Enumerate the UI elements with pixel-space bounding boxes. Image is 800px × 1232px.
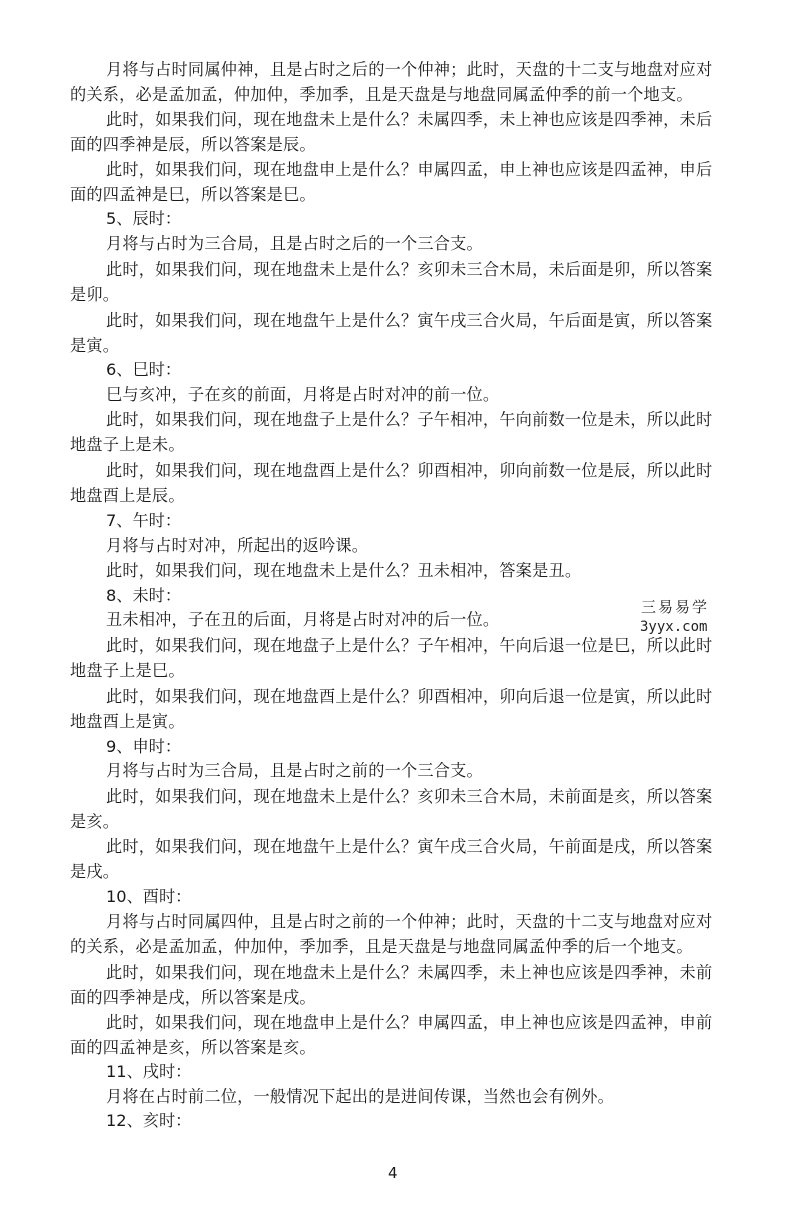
watermark-text: 三易易学: [641, 598, 710, 616]
text-line: 此时，如果我们问，现在地盘申上是什么？申属四孟，申上神也应该是四孟神，申前: [106, 1013, 713, 1032]
paragraph: [70, 758, 720, 783]
paragraph: [70, 784, 720, 834]
text-line: 面的四季神是辰，所以答案是辰。: [70, 135, 316, 154]
paragraph: [70, 834, 720, 884]
text-line: 此时，如果我们问，现在地盘子上是什么？子午相冲，午向后退一位是巳，所以此时: [106, 636, 713, 655]
watermark-url: 3yyx.com: [640, 619, 708, 635]
paragraph: [70, 308, 720, 358]
text-line: 的关系，必是孟加孟，仲加仲，季加季，且是天盘是与地盘同属孟仲季的后一个地支。: [70, 937, 693, 956]
text-line: 月将与占时对冲，所起出的返吟课。: [106, 536, 369, 555]
text-line: 此时，如果我们问，现在地盘午上是什么？寅午戌三合火局，午前面是戌，所以答案: [106, 837, 713, 856]
text-line: 面的四孟神是巳，所以答案是巳。: [70, 185, 316, 204]
paragraph: [70, 1010, 720, 1060]
text-line: 月将与占时同属仲神，且是占时之后的一个仲神；此时，天盘的十二支与地盘对应对: [106, 60, 713, 79]
paragraph: [70, 960, 720, 1010]
paragraph: [70, 257, 720, 307]
text-line: 面的四季神是戌，所以答案是戌。: [70, 988, 316, 1007]
text-line: 月将与占时同属四仲，且是占时之前的一个仲神；此时，天盘的十二支与地盘对应对: [106, 912, 713, 931]
paragraph: [70, 633, 720, 683]
paragraph: [70, 407, 720, 457]
text-line: 月将在占时前二位，一般情况下起出的是进间传课，当然也会有例外。: [106, 1087, 615, 1106]
page-number: 4: [388, 1164, 398, 1182]
text-line: 是亥。: [70, 812, 120, 831]
section-heading: 7、午时：: [106, 511, 182, 530]
paragraph: [70, 231, 720, 256]
text-line: 此时，如果我们问，现在地盘酉上是什么？卯酉相冲，卯向后退一位是寅，所以此时: [106, 687, 713, 706]
paragraph: [70, 684, 720, 734]
paragraph: [70, 533, 720, 558]
section-heading: 11、戌时：: [106, 1062, 192, 1081]
text-line: 的关系，必是孟加孟，仲加仲，季加季，且是天盘是与地盘同属孟仲季的前一个地支。: [70, 85, 693, 104]
section-heading: 6、巳时：: [106, 360, 182, 379]
text-line: 此时，如果我们问，现在地盘未上是什么？丑未相冲，答案是丑。: [106, 561, 582, 580]
text-line: 此时，如果我们问，现在地盘子上是什么？子午相冲，午向前数一位是未，所以此时: [106, 410, 713, 429]
paragraph: [70, 1084, 720, 1109]
text-line: 地盘子上是巳。: [70, 661, 185, 680]
text-line: 此时，如果我们问，现在地盘未上是什么？未属四季，未上神也应该是四季神，未前: [106, 963, 713, 982]
text-line: 是卯。: [70, 285, 120, 304]
section-heading: 9、申时：: [106, 737, 182, 756]
text-line: 是戌。: [70, 862, 120, 881]
paragraph: [70, 607, 720, 632]
text-line: 此时，如果我们问，现在地盘午上是什么？寅午戌三合火局，午后面是寅，所以答案: [106, 311, 713, 330]
text-line: 丑未相冲，子在丑的后面，月将是占时对冲的后一位。: [106, 610, 500, 629]
text-line: 此时，如果我们问，现在地盘未上是什么？亥卯未三合木局，未前面是亥，所以答案: [106, 787, 713, 806]
section-heading: 8、未时：: [106, 586, 182, 605]
text-line: 月将与占时为三合局，且是占时之前的一个三合支。: [106, 761, 483, 780]
section-heading: 12、亥时：: [106, 1111, 192, 1130]
text-line: 是寅。: [70, 336, 120, 355]
paragraph: [70, 382, 720, 407]
section-heading: 10、酉时：: [106, 887, 192, 906]
paragraph: [70, 157, 720, 207]
text-line: 此时，如果我们问，现在地盘酉上是什么？卯酉相冲，卯向前数一位是辰，所以此时: [106, 461, 713, 480]
section-heading: 5、辰时：: [106, 209, 182, 228]
paragraph: [70, 107, 720, 157]
text-line: 此时，如果我们问，现在地盘申上是什么？申属四孟，申上神也应该是四孟神，申后: [106, 160, 713, 179]
text-line: 月将与占时为三合局，且是占时之后的一个三合支。: [106, 234, 483, 253]
text-line: 地盘酉上是寅。: [70, 712, 185, 731]
text-line: 此时，如果我们问，现在地盘未上是什么？未属四季，未上神也应该是四季神，未后: [106, 110, 713, 129]
paragraph: [70, 909, 720, 959]
text-line: 巳与亥冲，子在亥的前面，月将是占时对冲的前一位。: [106, 385, 500, 404]
text-line: 地盘酉上是辰。: [70, 486, 185, 505]
paragraph: [70, 57, 720, 107]
paragraph: [70, 558, 720, 583]
text-line: 地盘子上是未。: [70, 435, 185, 454]
text-line: 此时，如果我们问，现在地盘未上是什么？亥卯未三合木局，未后面是卯，所以答案: [106, 260, 713, 279]
text-line: 面的四孟神是亥，所以答案是亥。: [70, 1038, 316, 1057]
paragraph: [70, 458, 720, 508]
